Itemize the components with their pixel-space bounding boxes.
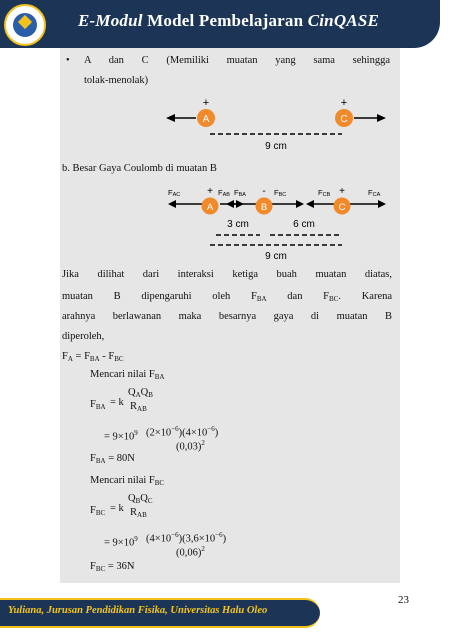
distance-ac-label: 9 cm (265, 141, 287, 152)
charge-c-label: C (340, 114, 348, 125)
bullet-text-line1: A dan C (Memiliki muatan yang sama sehingga (84, 55, 390, 66)
svg-text:B: B (260, 202, 268, 213)
charge-a-sign: + (202, 97, 210, 109)
step1-result: $F_{BA} = 80N$ (90, 453, 135, 465)
charge-a-sign-2: + (207, 186, 213, 197)
section-b-heading: b. Besar Gaya Coulomb di muatan B (62, 163, 217, 174)
step1-label: Mencari nilai $F_{BA}$ (90, 369, 165, 381)
page-footer (0, 598, 320, 628)
header-title: E-Modul Model Pembelajaran CinQASE (78, 11, 380, 30)
label-fca: FCA (368, 188, 381, 198)
distance-bc-label: 6 cm (293, 219, 315, 230)
step2-result: $F_{BC} = 36N$ (90, 561, 135, 573)
label-fac: FAC (168, 188, 181, 198)
paragraph-line1: Jika dilihat dari interaksi ketiga buah muatan diatas, (62, 269, 392, 280)
distance-ab-label: 3 cm (227, 219, 249, 230)
paragraph-line3: arahnya berlawanan maka besarnya gaya di muatan B (62, 311, 392, 322)
svg-text:A: A (206, 202, 214, 213)
bullet-text-line2: tolak-menolak) (84, 75, 149, 86)
label-fba: FBA (234, 188, 246, 198)
label-fbc: FBC (274, 188, 287, 198)
charge-b-sign: - (262, 186, 266, 197)
page-number: 23 (398, 594, 409, 606)
label-fab: FAB (218, 188, 230, 198)
paragraph-line2: muatan B dipengaruhi oleh $F_{BA}$ dan $F_{BC}$. Karena (62, 291, 393, 303)
page-header (0, 0, 440, 48)
distance-ac-label-2: 9 cm (265, 251, 287, 262)
charge-c-sign: + (340, 97, 348, 109)
figure-charges-ac (60, 96, 400, 196)
figure-three-charges (60, 182, 400, 272)
svg-text:C: C (338, 202, 346, 213)
content-panel: • A dan C (Memiliki muatan yang sama sehingga tolak-menolak) + + A C 9 cm b. Besar Gaya Coulomb di muatan B FAC FAB FBA FBC FCB FCA + - + A B C 3 cm 6 cm 9 cm Jika dilihat dari interaksi ketiga buah muatan diatas, muatan B dipengaruhi oleh $F_{BA}$ dan $F_{BC}$. Karena arahnya berlawanan maka besarnya gaya di muatan B diperoleh, $F_A = F_{BA} - F_{BC}$ Mencari nilai $F_{BA}$ $F_{BA}$ = k $Q_AQ_B$ $R_{AB}$ = $9\times 10^9$ $(2\times 10^{-6})(4\times 10^{-6})$ $(0,03)^2$ $F_{BA} = 80N$ Mencari nilai $F_{BC}$ $F_{BC}$ = k $Q_BQ_C$ $R_{AB}$ = $9\times 10^9$ $(4\times 10^{-6})(3,6\times 10^{-6})$ $(0,06)^2$ $F_{BC} = 36N$ (60, 48, 400, 583)
charge-c-sign-2: + (339, 186, 345, 197)
footer-text: Yuliana, Jurusan Pendidikan Fisika, Universitas Halu Oleo (8, 605, 268, 616)
label-fcb: FCB (318, 188, 331, 198)
university-logo-icon (4, 4, 46, 46)
step2-label: Mencari nilai $F_{BC}$ (90, 475, 165, 487)
bullet-dot: • (66, 55, 70, 66)
arrow-left-icon (166, 114, 175, 122)
arrow-right-icon (377, 114, 386, 122)
paragraph-line4: diperoleh, (62, 331, 105, 342)
formula-main: $F_A = F_{BA} - F_{BC}$ (62, 351, 124, 363)
charge-a-label: A (202, 114, 210, 125)
